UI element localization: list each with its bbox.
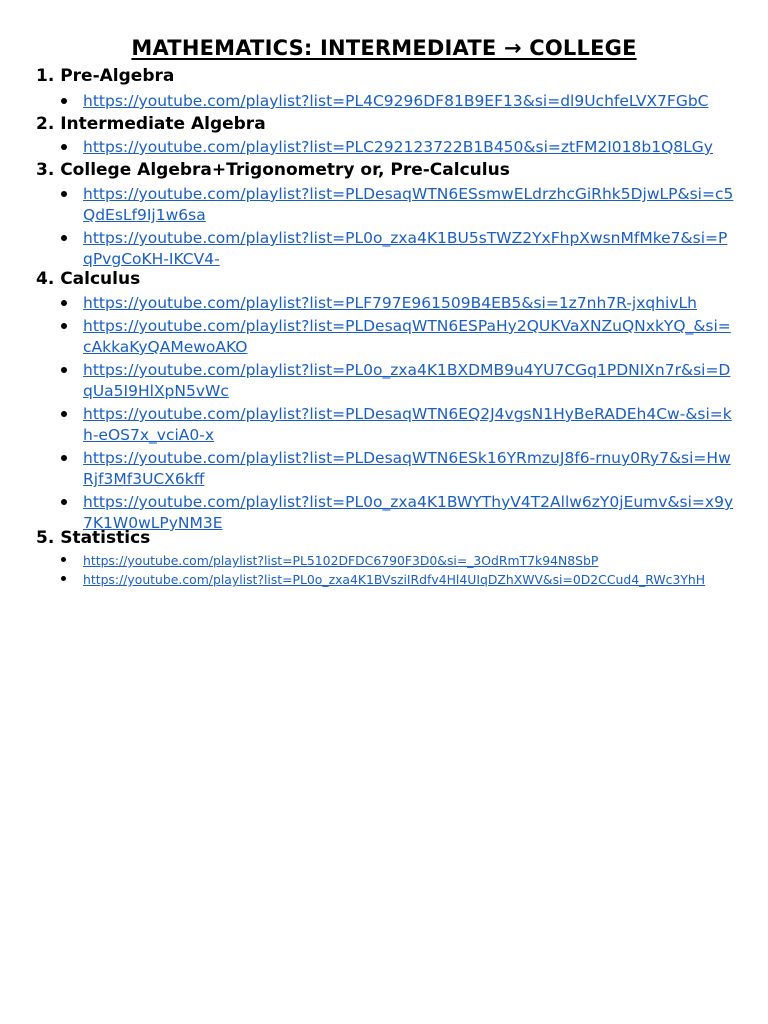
list-item bbox=[36, 316, 736, 358]
playlist-link[interactable]: https://youtube.com/playlist?list=PL5102DFDC6790F3D0&si=_3OdRmT7k94N8SbP bbox=[83, 553, 599, 568]
link-list bbox=[36, 293, 736, 534]
list-item bbox=[36, 137, 736, 158]
bullet-icon bbox=[61, 300, 67, 306]
list-item bbox=[36, 293, 736, 314]
playlist-link[interactable]: https://youtube.com/playlist?list=PL0o_zxa4K1BU5sTWZ2YxFhpXwsnMfMke7&si=PqPvgCoKH-IKCV4- bbox=[83, 229, 728, 268]
playlist-link[interactable]: https://youtube.com/playlist?list=PLDesaqWTN6ESsmwELdrzhcGiRhk5DjwLP&si=c5QdEsLf9Ij1w6sa bbox=[83, 185, 734, 224]
link-list bbox=[36, 552, 736, 589]
playlist-link[interactable]: https://youtube.com/playlist?list=PLDesaqWTN6EQ2J4vgsN1HyBeRADEh4Cw-&si=kh-eOS7x_vciA0-x bbox=[83, 405, 732, 444]
playlist-link[interactable]: https://youtube.com/playlist?list=PLDesaqWTN6ESPaHy2QUKVaXNZuQNxkYQ_&si=cAkkaKyQAMewoAKO bbox=[83, 317, 731, 356]
section-statistics bbox=[36, 527, 736, 589]
bullet-icon bbox=[61, 557, 66, 562]
playlist-link[interactable]: https://youtube.com/playlist?list=PL0o_zxa4K1BXDMB9u4YU7CGq1PDNIXn7r&si=DqUa5I9HlXpN5vWc bbox=[83, 361, 731, 400]
playlist-link[interactable]: https://youtube.com/playlist?list=PLC292123722B1B450&si=ztFM2I018b1Q8LGy bbox=[83, 138, 713, 156]
bullet-icon bbox=[61, 323, 67, 329]
bullet-icon bbox=[61, 499, 67, 505]
section-intermediate-algebra bbox=[36, 113, 736, 158]
playlist-link[interactable]: https://youtube.com/playlist?list=PLF797E961509B4EB5&si=1z7nh7R-jxqhivLh bbox=[83, 294, 697, 312]
list-item bbox=[36, 91, 736, 112]
list-item bbox=[36, 448, 736, 490]
section-heading: 1. Pre-Algebra bbox=[36, 66, 175, 86]
list-item bbox=[36, 552, 736, 570]
list-item bbox=[36, 404, 736, 446]
bullet-icon bbox=[61, 576, 66, 581]
bullet-icon bbox=[61, 235, 67, 241]
section-college-algebra bbox=[36, 159, 736, 270]
playlist-link[interactable]: https://youtube.com/playlist?list=PL4C9296DF81B9EF13&si=dl9UchfeLVX7FGbC bbox=[83, 92, 709, 110]
link-list bbox=[36, 137, 736, 158]
list-item bbox=[36, 571, 736, 589]
link-list bbox=[36, 184, 736, 270]
section-heading: 4. Calculus bbox=[36, 269, 141, 289]
playlist-link[interactable]: https://youtube.com/playlist?list=PL0o_zxa4K1BWYThyV4T2Allw6zY0jEumv&si=x9y7K1W0wLPyNM3E bbox=[83, 493, 734, 532]
list-item bbox=[36, 228, 736, 270]
bullet-icon bbox=[61, 411, 67, 417]
section-calculus bbox=[36, 268, 736, 534]
list-item bbox=[36, 360, 736, 402]
bullet-icon bbox=[61, 144, 67, 150]
bullet-icon bbox=[61, 367, 67, 373]
link-list bbox=[36, 91, 736, 112]
page-title: MATHEMATICS: INTERMEDIATE → COLLEGE bbox=[131, 36, 637, 60]
bullet-icon bbox=[61, 98, 67, 104]
section-pre-algebra bbox=[36, 65, 736, 112]
section-heading: 2. Intermediate Algebra bbox=[36, 114, 266, 134]
section-heading: 3. College Algebra+Trigonometry or, Pre-Calculus bbox=[36, 160, 510, 180]
list-item bbox=[36, 184, 736, 226]
section-heading: 5. Statistics bbox=[36, 528, 151, 548]
bullet-icon bbox=[61, 455, 67, 461]
bullet-icon bbox=[61, 191, 67, 197]
playlist-link[interactable]: https://youtube.com/playlist?list=PLDesaqWTN6ESk16YRmzuJ8f6-rnuy0Ry7&si=HwRjf3Mf3UCX6kff bbox=[83, 449, 731, 488]
playlist-link[interactable]: https://youtube.com/playlist?list=PL0o_zxa4K1BVsziIRdfv4Hl4UIqDZhXWV&si=0D2CCud4_RWc3YhH bbox=[83, 572, 706, 587]
